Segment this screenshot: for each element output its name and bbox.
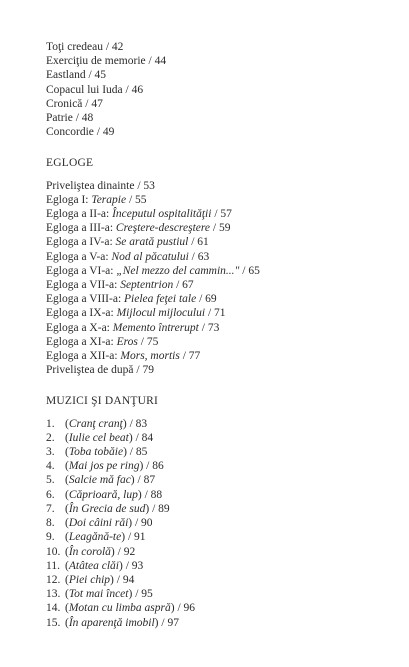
entry-number: 7. [46,502,55,515]
toc-entry: 2. (Iulie cel beat) / 84 [46,431,154,444]
entry-title: Memento întrerupt [112,321,199,334]
entry-page: / 84 [132,431,154,444]
entry-page: / 63 [188,250,210,263]
toc-entry [46,321,386,335]
entry-page: / 90 [132,517,153,530]
toc-entry: Concordie / 49 [46,126,115,139]
entry-prefix: Egloga a X-a: [46,321,113,334]
toc-entry: 14. (Motan cu limba aspră) / 96 [46,602,196,615]
entry-title: Se arată pustiul [115,236,189,249]
entry-page: / 83 [126,417,148,430]
entry-prefix: Priveliştea de după / 79 [46,364,154,377]
entry-number: 3. [46,446,55,459]
toc-entry: 15. (În aparenţă imobil) / 97 [46,616,179,629]
entry-number: 4. [46,460,55,473]
entry-title: Iulie cel beat [68,431,129,444]
entry-title: Septentrion [120,279,174,292]
entry-page: / 75 [137,335,159,348]
entry-title: Tot mai încet [68,588,129,601]
entry-page: / 77 [179,350,201,363]
entry-title: Atâtea clăi [68,559,119,572]
entry-prefix: Egloga a VI-a: [46,264,117,277]
entry-number: 1. [46,417,55,430]
entry-number: 15. [46,616,61,629]
entry-title: Piei chip [68,573,111,586]
entry-prefix: Egloga a VIII-a: [46,293,125,306]
entry-title: Eros [116,335,138,348]
intro-poems-list [46,40,386,139]
section-heading-egloge: EGLOGE [46,157,94,170]
entry-page: / 67 [173,279,194,292]
entry-page: / 91 [125,531,146,544]
entry-title: În aparenţă imobil [68,616,155,629]
entry-prefix: Egloga a IX-a: [46,307,117,320]
entry-page: / 59 [210,222,231,235]
entry-page: / 93 [122,559,144,572]
entry-number: 8. [46,517,55,530]
toc-entry: 7. (În Grecia de sud) / 89 [46,502,170,515]
toc-entry [46,221,386,235]
toc-entry [46,335,386,349]
entry-prefix: Egloga a XI-a: [46,335,117,348]
toc-entry: 5. (Salcie mă fac) / 87 [46,474,156,487]
entry-page: / 86 [143,460,164,473]
entry-title: Creştere-descreştere [115,222,211,235]
entry-number: 6. [46,488,55,501]
entry-number: 2. [46,431,55,444]
entry-number: 9. [46,531,55,544]
toc-entry: 8. (Doi câini răi) / 90 [46,517,153,530]
toc-entry [46,207,386,221]
entry-title: Cranţ cranţ [68,417,123,430]
spacer [46,409,386,417]
toc-entry: Eastland / 45 [46,69,107,82]
entry-page: / 73 [198,321,220,334]
entry-number: 12. [46,573,61,586]
entry-title: Toba tobăie [68,446,124,459]
entry-title: Mors, mortis [120,350,180,363]
toc-entry [46,235,386,249]
toc-entry [46,278,386,292]
toc-entry [46,179,386,193]
entry-title: Mijlocul mijlocului [116,307,206,320]
entry-number: 10. [46,545,61,558]
toc-entry: 4. (Mai jos pe ring) / 86 [46,460,164,473]
entry-number: 13. [46,588,61,601]
toc-entry [46,306,386,320]
entry-title: În Grecia de sud [68,502,146,515]
entry-page: / 87 [134,474,156,487]
toc-entry: 12. (Piei chip) / 94 [46,573,135,586]
entry-page: / 71 [205,307,226,320]
entry-number: 11. [46,559,60,572]
entry-title: Terapie [91,193,127,206]
entry-page: / 89 [149,502,170,515]
entry-title: Leagănă-te [68,531,122,544]
toc-entry: 3. (Toba tobăie) / 85 [46,446,148,459]
entry-title: Motan cu limba aspră [68,602,171,615]
entry-page: / 57 [211,208,232,221]
entry-page: / 95 [132,588,153,601]
toc-entry [46,349,386,363]
entry-prefix: Egloga I: [46,193,92,206]
entry-number: 5. [46,474,55,487]
toc-entry [46,193,386,207]
spacer [46,171,386,179]
toc-entry: Toţi credeau / 42 [46,41,124,53]
entry-prefix: Egloga a XII-a: [46,350,121,363]
entry-prefix: Egloga a III-a: [46,222,116,235]
entry-page: / 88 [141,488,163,501]
entry-title: Începutul ospitalităţii [112,208,212,221]
toc-entry: Copacul lui Iuda / 46 [46,83,144,96]
entry-prefix: Priveliştea dinainte / 53 [46,179,155,192]
spacer [46,139,386,156]
table-of-contents [46,40,386,630]
entry-page: / 97 [158,616,179,629]
spacer [46,377,386,394]
entry-title: „Nel mezzo del cammin..." [116,264,240,277]
toc-entry: 10. (În corolă) / 92 [46,545,136,558]
entry-prefix: Egloga a IV-a: [46,236,116,249]
entry-title: Pielea feţei tale [124,293,197,306]
toc-entry: 6. (Căprioară, lup) / 88 [46,488,163,501]
entry-page: / 94 [113,573,135,586]
entry-page: / 69 [196,293,217,306]
entry-page: / 65 [239,264,260,277]
toc-entry [46,292,386,306]
toc-entry [46,250,386,264]
entry-title: Doi câini răi [68,517,129,530]
entry-page: / 85 [126,446,148,459]
toc-entry [46,363,386,377]
toc-entry: Patrie / 48 [46,112,94,125]
entry-number: 14. [46,602,61,615]
entry-page: / 92 [114,545,136,558]
entry-title: În corolă [68,545,111,558]
entry-prefix: Egloga a II-a: [46,208,113,221]
entry-page: / 55 [126,193,147,206]
toc-entry [46,264,386,278]
toc-entry: 1. (Cranţ cranţ) / 83 [46,417,148,430]
entry-title: Mai jos pe ring [68,460,140,473]
entry-prefix: Egloga a VII-a: [46,279,121,292]
entry-title: Nod al păcatului [111,250,189,263]
entry-title: Căprioară, lup [68,488,138,501]
entry-prefix: Egloga a V-a: [46,250,112,263]
egloge-list [46,179,386,378]
toc-entry: Cronică / 47 [46,97,103,110]
toc-entry: Exerciţiu de memorie / 44 [46,55,167,68]
entry-title: Salcie mă fac [68,474,131,487]
entry-page: / 96 [174,602,196,615]
muzici-list [46,417,386,630]
entry-page: / 61 [188,236,209,249]
toc-entry: 13. (Tot mai încet) / 95 [46,588,153,601]
toc-entry: 11. (Atâtea clăi) / 93 [46,559,144,572]
section-heading-muzici: MUZICI ŞI DANŢURI [46,395,159,408]
toc-entry: 9. (Leagănă-te) / 91 [46,531,146,544]
